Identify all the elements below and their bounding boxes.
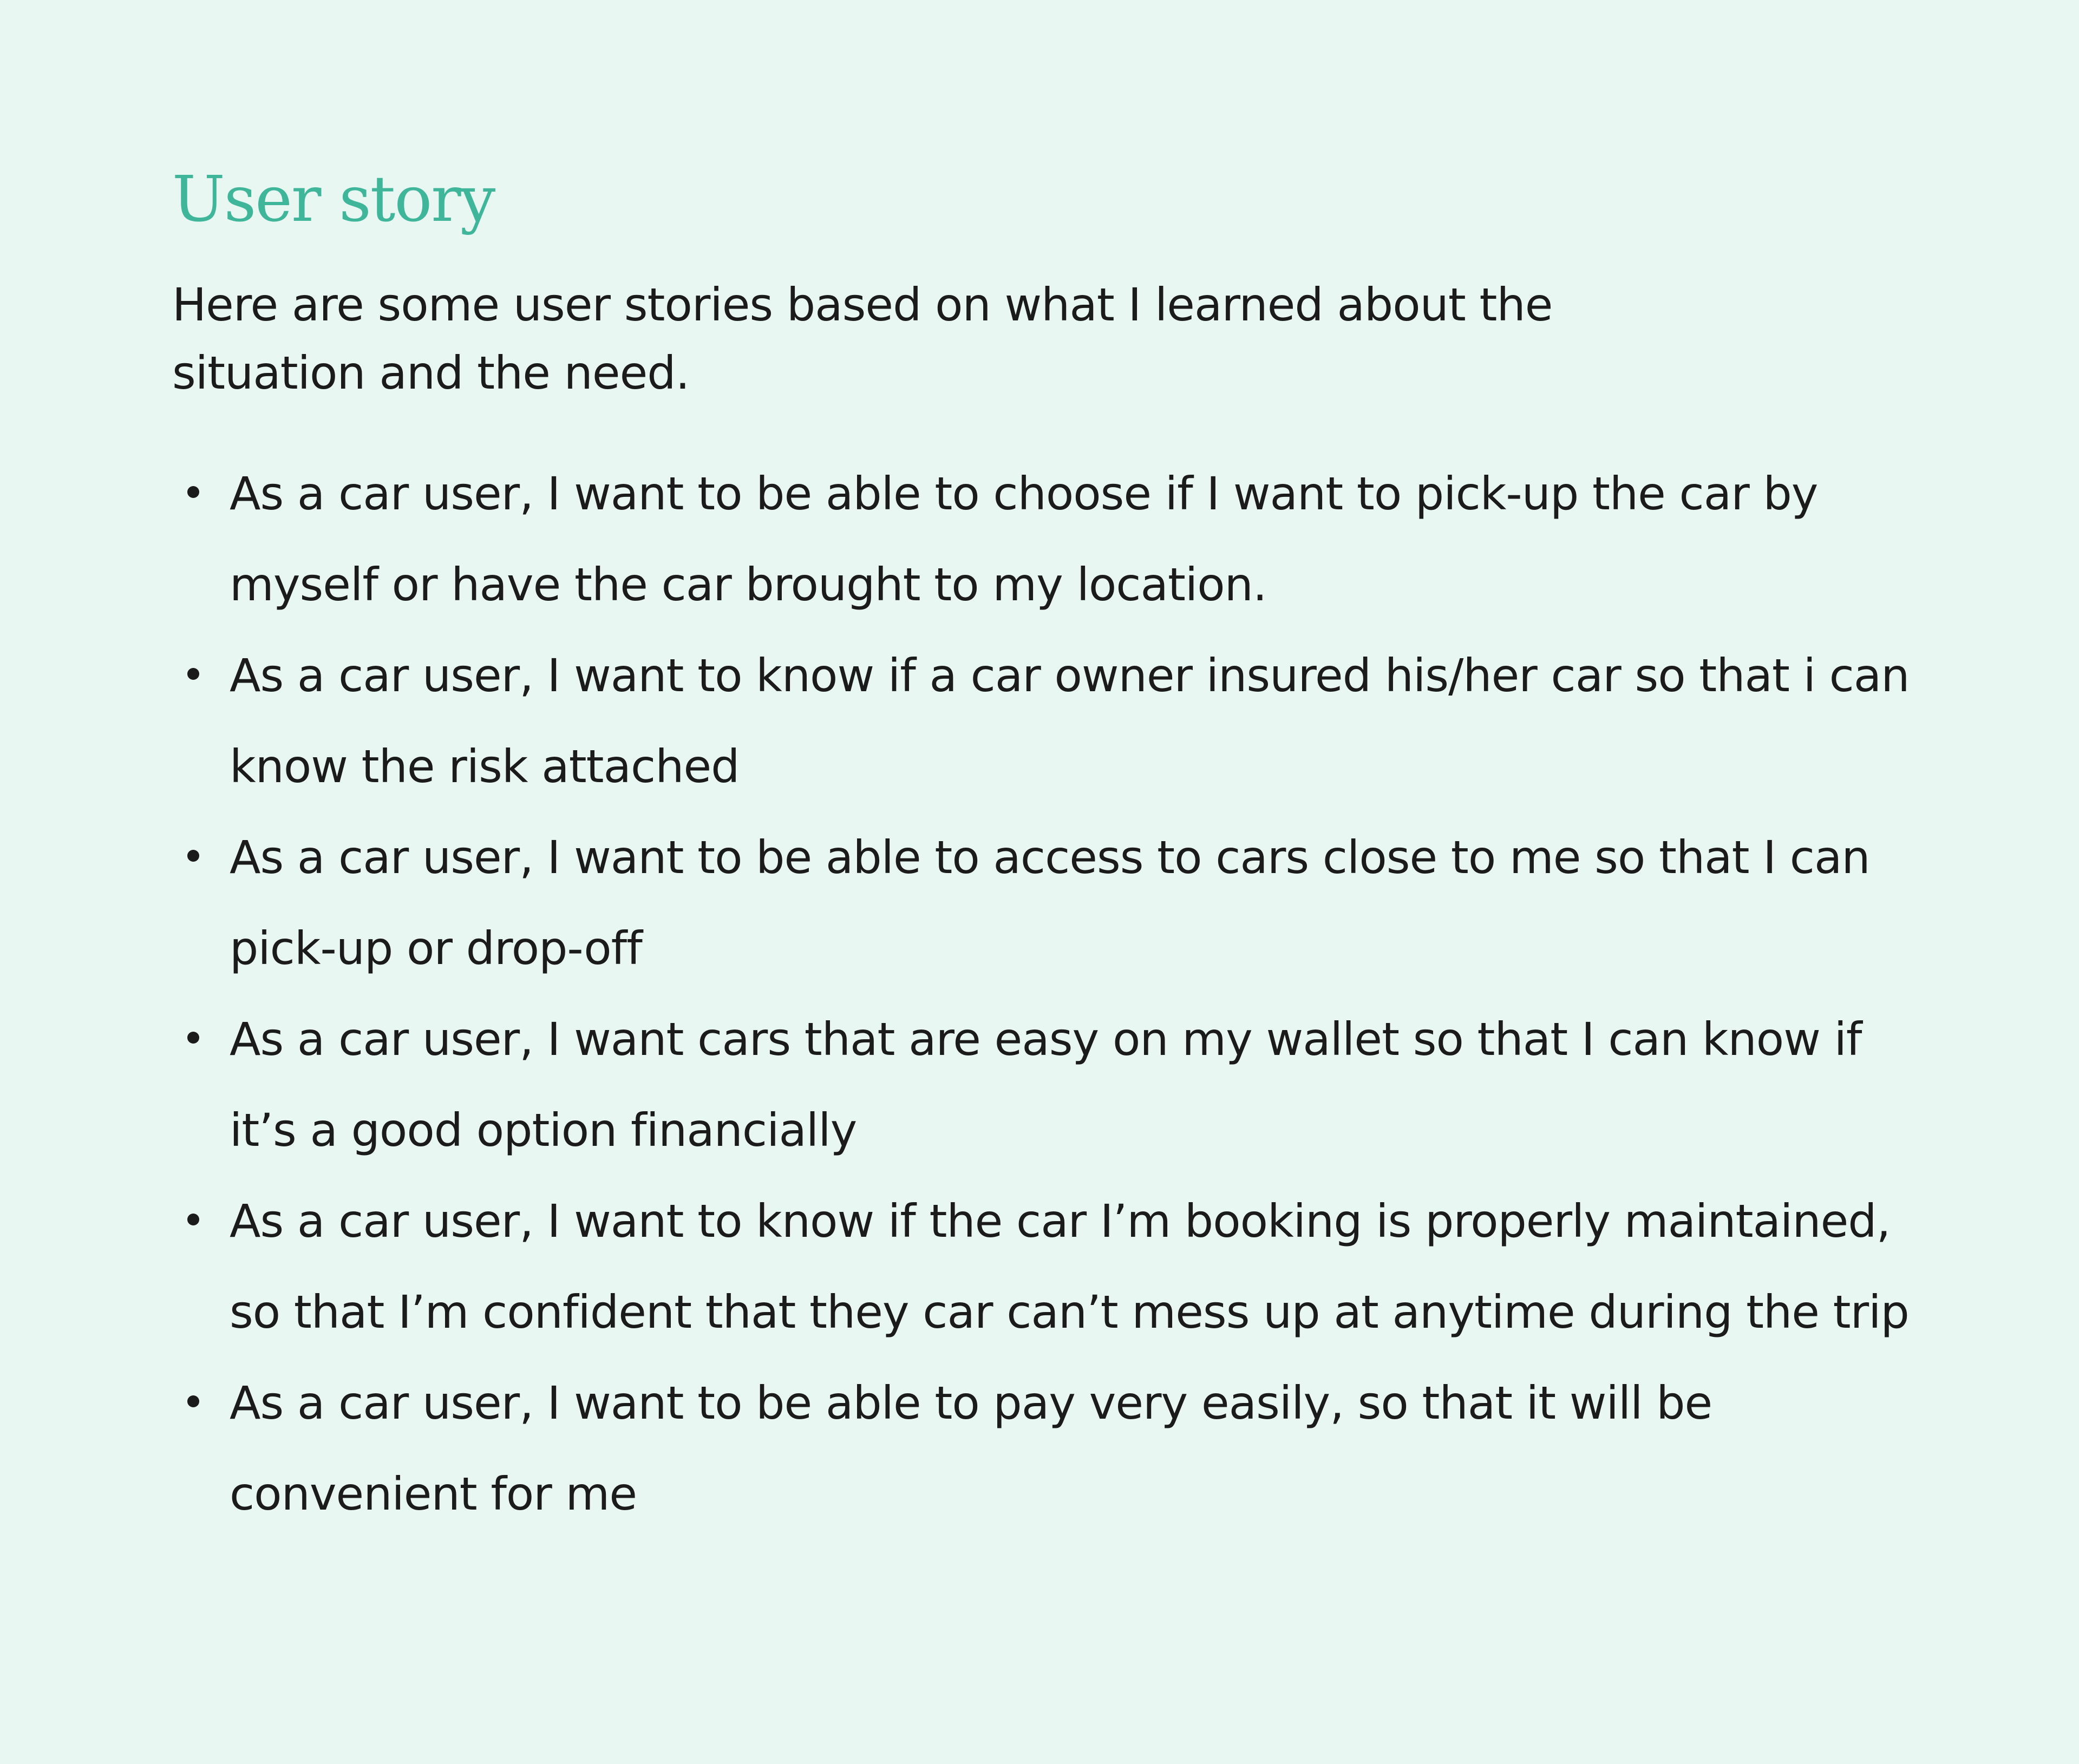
- bullet-icon: [187, 850, 199, 862]
- user-story-item: [172, 448, 1915, 630]
- user-story-item: [172, 1176, 1915, 1358]
- user-story-item: [172, 812, 1915, 994]
- user-story-text: As a car user, I want to be able to pay very easily, so that it will be convenient for me: [230, 1376, 1712, 1520]
- user-story-text: As a car user, I want to be able to choose if I want to pick-up the car by myself or have the car brought to my location.: [230, 467, 1818, 611]
- user-story-item: [172, 994, 1915, 1176]
- bullet-icon: [187, 1214, 199, 1225]
- user-story-text: As a car user, I want to know if a car owner insured his/her car so that i can know the risk attached: [230, 649, 1910, 793]
- bullet-icon: [187, 486, 199, 498]
- user-story-text: As a car user, I want to know if the car I’m booking is properly maintained, so that I’m confident that they car can’t mess up at anytime during the trip: [230, 1195, 1909, 1339]
- user-story-item: [172, 630, 1915, 812]
- user-story-list: [172, 448, 1915, 1539]
- section-title: User story: [172, 163, 495, 236]
- user-story-text: As a car user, I want to be able to access to cars close to me so that I can pick-up or drop-off: [230, 831, 1870, 975]
- bullet-icon: [187, 668, 199, 680]
- intro-paragraph: Here are some user stories based on what I learned about the situation and the need.: [172, 278, 1553, 399]
- bullet-icon: [187, 1032, 199, 1044]
- bullet-icon: [187, 1395, 199, 1407]
- user-story-text: As a car user, I want cars that are easy on my wallet so that I can know if it’s a good option financially: [230, 1013, 1862, 1157]
- user-story-item: [172, 1358, 1915, 1539]
